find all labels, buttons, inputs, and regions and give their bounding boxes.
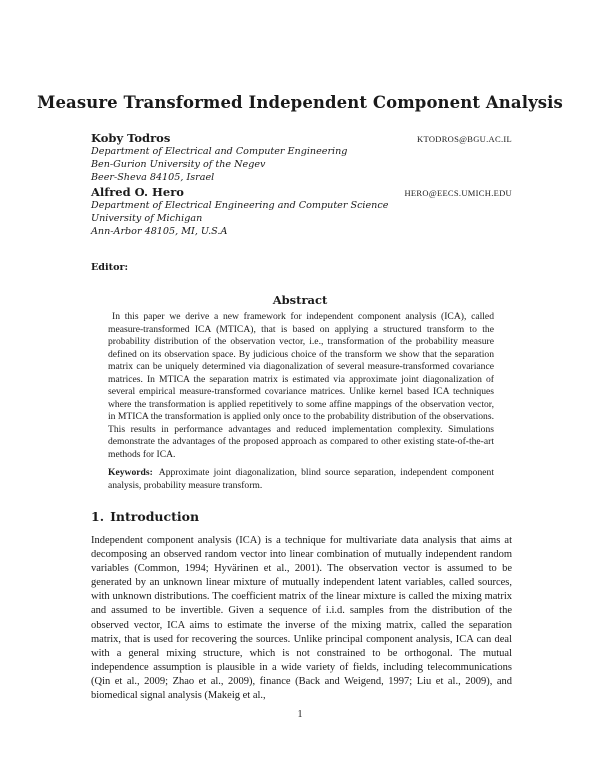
- affiliation-line: Department of Electrical and Computer Engineering: [91, 146, 348, 157]
- affiliation-line: Beer-Sheva 84105, Israel: [91, 172, 215, 183]
- author-email-2: HERO@EECS.UMICH.EDU: [404, 188, 512, 198]
- affiliation-line: Ben-Gurion University of the Negev: [91, 159, 266, 170]
- section-heading: [91, 509, 199, 524]
- author-name-2: Alfred O. Hero: [91, 185, 184, 199]
- editor-label: Editor:: [91, 262, 129, 273]
- page-number: 1: [297, 709, 303, 720]
- abstract-heading: Abstract: [272, 293, 328, 307]
- abstract-text: In this paper we derive a new framework for independent component analysis (ICA), called measure-transformed ICA (MTICA), that is based on applying a structured transform to the probability distribution of the observation vector, i.e., transformation of the probability measure defined on its observation space. By judicious choice of the transform we show that the separation matrix can be uniquely determined via diagonalization of several measure-transformed covariance matrices. In MTICA the separation matrix is estimated via approximate joint diagonalization of several empirical measure-transformed covariance matrices. Unlike kernel based ICA techniques where the transformation is applied repetitively to some affine mappings of the observation vector, in MTICA the transformation is applied only once to the probability distribution of the observations. This results in performance advantages and reduced implementation complexity. Simulations demonstrate the advantages of the proposed approach as compared to other existing state-of-the-art methods for ICA.: [108, 311, 494, 460]
- author-affiliation-2: [91, 199, 388, 238]
- author-email-1: KTODROS@BGU.AC.IL: [417, 134, 512, 144]
- affiliation-line: Ann-Arbor 48105, MI, U.S.A: [91, 226, 228, 237]
- author-name-1: Koby Todros: [91, 131, 171, 145]
- keywords: [108, 467, 494, 492]
- introduction-text: Independent component analysis (ICA) is a technique for multivariate data analysis that aims at decomposing an observed random vector into linear combination of mutually independent random variables (Common, 1994; Hyvärinen et al., 2001). The observation vector is assumed to be generated by an unknown linear mixture of mutually independent latent variables, called sources, with unknown distributions. The coefficient matrix of the linear mixture is called the mixing matrix and assumed to be invertible. Given a sequence of i.i.d. samples from the distribution of the observed vector, ICA aims to estimate the inverse of the mixing matrix, called the separation matrix, that is used for recovering the sources. Unlike principal component analysis, ICA can deal with a general mixing structure, which is not constrained to be orthogonal. The mutual independence assumption is plausible in a wide variety of fields, including telecommunications (Qin et al., 2009; Zhao et al., 2009), finance (Back and Weigend, 1997; Liu et al., 2009), and biomedical signal analysis (Makeig et al.,: [91, 535, 512, 702]
- keywords-text: Approximate joint diagonalization, blind source separation, independent component analysis, probability measure transform.: [108, 467, 494, 491]
- paper-title: Measure Transformed Independent Component Analysis: [37, 93, 563, 112]
- keywords-label: Keywords:: [108, 467, 153, 478]
- section-title: Introduction: [110, 509, 200, 524]
- affiliation-line: University of Michigan: [91, 213, 203, 224]
- author-affiliation-1: [91, 145, 347, 184]
- affiliation-line: Department of Electrical Engineering and Computer Science: [91, 200, 389, 211]
- section-number: 1.: [91, 509, 105, 524]
